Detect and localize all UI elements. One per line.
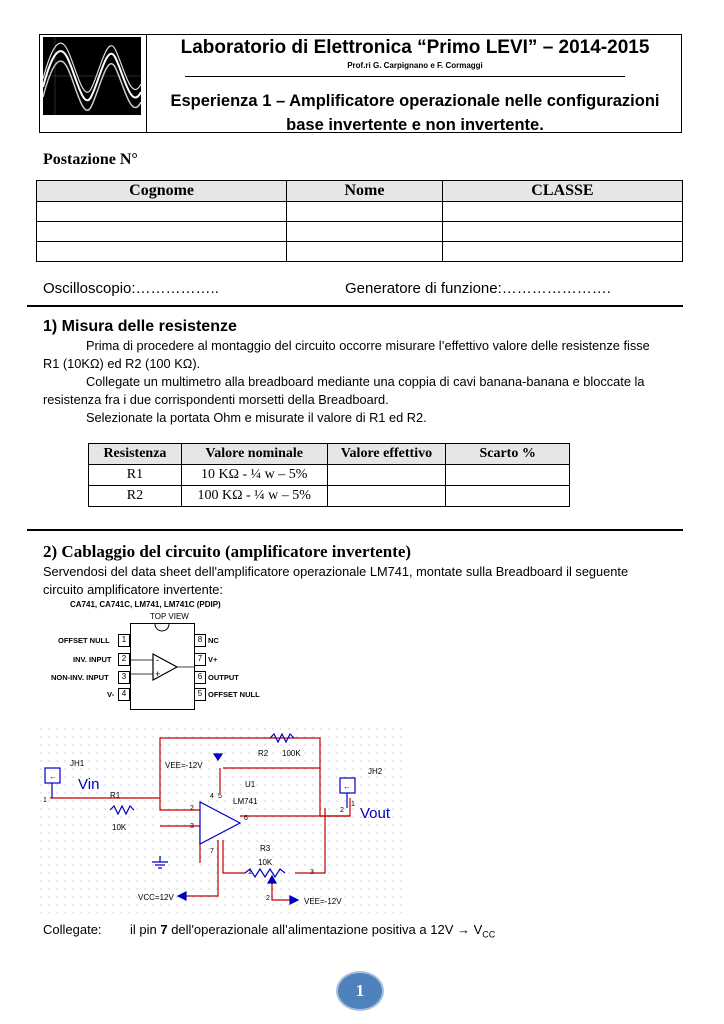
- sine-wave-icon: [43, 37, 141, 115]
- cell[interactable]: [442, 222, 682, 242]
- section1-title: 1) Misura delle resistenze: [43, 318, 237, 335]
- svg-text:+: +: [155, 669, 161, 679]
- column-header-resistance: Resistenza: [89, 444, 182, 465]
- text-part: dell'operazionale all’alimentazione positiva a 12V: [167, 922, 457, 937]
- pin-num: 1: [248, 869, 252, 876]
- generator-field: Generatore di funzione:………………….: [345, 280, 611, 297]
- experiment-title-line2: base invertente e non invertente.: [286, 116, 544, 134]
- station-label: Postazione N°: [43, 151, 138, 168]
- authors-line: Prof.ri G. Carpignano e F. Cormaggi: [347, 61, 483, 70]
- pin-num: 6: [244, 815, 248, 822]
- column-header-class: CLASSE: [442, 181, 682, 202]
- page-number-badge: 1: [336, 971, 384, 1011]
- section-divider: [27, 529, 683, 531]
- paragraph-line: [43, 355, 200, 373]
- vee-bottom-label: VEE=-12V: [304, 897, 342, 906]
- ic-package: [130, 623, 195, 710]
- vee-top-label: VEE=-12V: [165, 761, 203, 770]
- cell[interactable]: [287, 202, 443, 222]
- pin-number: 7: [194, 653, 206, 666]
- pin-num: 5: [218, 793, 222, 800]
- experiment-title: [150, 89, 680, 137]
- cell[interactable]: [287, 222, 443, 242]
- nominal-b: - ¼ w – 5%: [242, 467, 308, 482]
- opamp-symbol-icon: [131, 624, 194, 709]
- pin-label: INV. INPUT: [73, 655, 112, 664]
- section2-title: 2) Cablaggio del circuito (amplificatore invertente): [43, 542, 412, 561]
- resistor-name: R1: [89, 465, 182, 486]
- cell[interactable]: [37, 202, 287, 222]
- pin-number: 5: [194, 688, 206, 701]
- oscilloscope-logo: [43, 37, 141, 115]
- pin-label: NON-INV. INPUT: [51, 673, 109, 682]
- experiment-title-line1: Esperienza 1 – Amplificatore operazionale nelle configurazioni: [170, 92, 660, 110]
- ohm-symbol: Ω: [89, 356, 100, 371]
- cell[interactable]: [37, 242, 287, 262]
- pin-label: V+: [208, 655, 218, 664]
- arrow-icon: →: [456, 922, 470, 937]
- delta-value[interactable]: [446, 465, 570, 486]
- text-r2: ) ed R2 (100 K: [99, 356, 183, 371]
- pin-label: NC: [208, 636, 219, 645]
- vout-label: Vout: [360, 805, 391, 822]
- pin-number: 3: [118, 671, 130, 684]
- inverting-amplifier-schematic: [40, 728, 405, 913]
- table-row: [37, 222, 683, 242]
- pin-number: 4: [118, 688, 130, 701]
- column-header-effective: Valore effettivo: [327, 444, 446, 465]
- oscilloscope-field: Oscilloscopio:……………..: [43, 280, 219, 297]
- pin-num: 3: [310, 869, 314, 876]
- collegate-instruction: [130, 922, 495, 940]
- pin-number: 1: [118, 634, 130, 647]
- svg-text:-: -: [156, 655, 159, 665]
- effective-value[interactable]: [327, 486, 446, 507]
- effective-value[interactable]: [327, 465, 446, 486]
- ohm-symbol: Ω: [182, 356, 193, 371]
- r2-value: 100K: [282, 749, 301, 758]
- vcc-label: VCC=12V: [138, 893, 174, 902]
- pin-num: 3: [190, 823, 194, 830]
- r1-value: 10K: [112, 823, 127, 832]
- pin-num: 7: [210, 848, 214, 855]
- table-row: [89, 465, 570, 486]
- cell[interactable]: [442, 242, 682, 262]
- column-header-delta: Scarto %: [446, 444, 570, 465]
- nominal-value: [181, 465, 327, 486]
- u1-part: LM741: [233, 797, 258, 806]
- resistance-table: [88, 443, 570, 507]
- r3-value: 10K: [258, 858, 273, 867]
- pin-num: 1: [43, 797, 47, 804]
- pin-label: V-: [107, 690, 115, 699]
- u1-label: U1: [245, 780, 256, 789]
- paragraph-line: Selezionate la portata Ohm e misurate il valore di R1 ed R2.: [86, 410, 427, 425]
- collegate-label: Collegate:: [43, 922, 102, 937]
- schematic-diagram: [40, 728, 405, 913]
- column-header-nominal: Valore nominale: [181, 444, 327, 465]
- table-row: [37, 242, 683, 262]
- pinout-caption: CA741, CA741C, LM741, LM741C (PDIP): [70, 600, 221, 609]
- students-table: [36, 180, 683, 262]
- pinout-top-view: TOP VIEW: [150, 612, 189, 621]
- nominal-b: - ¼ w – 5%: [246, 488, 311, 503]
- paragraph-line: resistenza fra i due corrispondenti morsetti della Breadboard.: [43, 392, 389, 407]
- text-r1: R1 (10K: [43, 356, 90, 371]
- nominal-value: [181, 486, 327, 507]
- ohm-symbol: Ω: [232, 488, 243, 503]
- svg-text:←: ←: [49, 772, 57, 781]
- paragraph-line: Collegate un multimetro alla breadboard mediante una coppia di cavi banana-banana e bloccate la: [86, 374, 645, 389]
- header-divider: [185, 76, 625, 77]
- column-header-surname: Cognome: [37, 181, 287, 202]
- r2-label: R2: [258, 749, 269, 758]
- paragraph-line: circuito amplificatore invertente:: [43, 582, 223, 597]
- ohm-symbol: Ω: [228, 467, 240, 482]
- pin-num: 2: [190, 805, 194, 812]
- text-part: il pin: [130, 922, 161, 937]
- r3-label: R3: [260, 844, 271, 853]
- jh2-label: JH2: [368, 767, 383, 776]
- table-row: [89, 486, 570, 507]
- cell[interactable]: [37, 222, 287, 242]
- paragraph-line: Servendosi del data sheet dell'amplificatore operazionale LM741, montate sulla Breadboard il seguente: [43, 564, 629, 579]
- nominal-a: 10 K: [200, 467, 229, 482]
- resistor-name: R2: [89, 486, 182, 507]
- page-title: Laboratorio di Elettronica “Primo LEVI” – 2014-2015: [180, 37, 650, 58]
- text-end: ).: [192, 356, 201, 371]
- pin-number: 2: [118, 653, 130, 666]
- pin-label: OUTPUT: [208, 673, 239, 682]
- pin-num: 1: [351, 801, 355, 808]
- pin-label: OFFSET NULL: [208, 690, 260, 699]
- vin-label: Vin: [78, 776, 100, 793]
- cell[interactable]: [442, 202, 682, 222]
- table-row: [37, 202, 683, 222]
- r1-label: R1: [110, 791, 121, 800]
- paragraph-line: Prima di procedere al montaggio del circuito occorre misurare l’effettivo valore delle resistenze fisse: [86, 338, 650, 353]
- pin-number: 6: [194, 671, 206, 684]
- jh1-label: JH1: [70, 759, 85, 768]
- svg-text:←: ←: [343, 782, 351, 791]
- vcc-subscript: CC: [482, 929, 496, 940]
- nominal-a: 100 K: [197, 488, 233, 503]
- column-header-name: Nome: [287, 181, 443, 202]
- delta-value[interactable]: [446, 486, 570, 507]
- pin-num: 2: [266, 895, 270, 902]
- pin-label: OFFSET NULL: [58, 636, 110, 645]
- pin-number: 8: [194, 634, 206, 647]
- pin-num: 4: [210, 793, 214, 800]
- vcc-text: V: [469, 922, 483, 937]
- pin-num: 2: [340, 807, 344, 814]
- cell[interactable]: [287, 242, 443, 262]
- pin-number-bold: 7: [160, 922, 168, 937]
- section-divider: [27, 305, 683, 307]
